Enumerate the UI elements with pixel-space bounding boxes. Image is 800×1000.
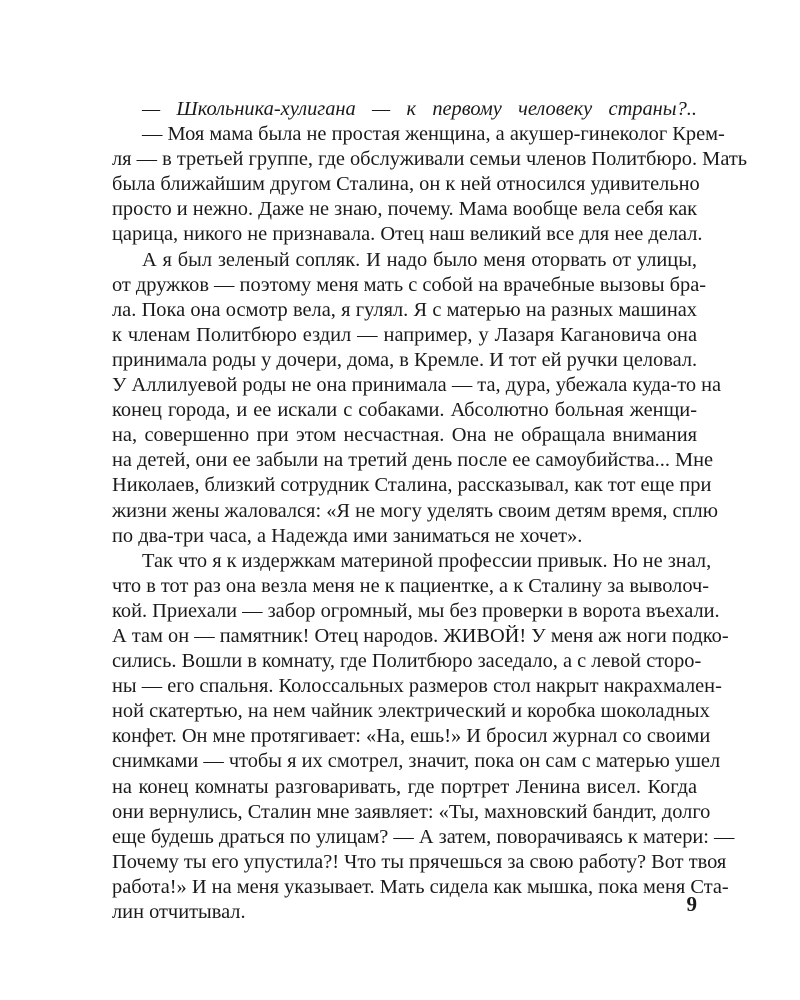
text-line: А я был зеленый сопляк. И надо было меня оторвать от улицы, — [142, 248, 697, 271]
text-line: сились. Вошли в комнату, где Политбюро заседало, а с левой сторо- — [112, 650, 702, 673]
text-line: от дружков — поэтому меня мать с собой на врачебные вызовы бра- — [112, 273, 707, 296]
text-line: конец города, и ее искали с собаками. Абсолютно больная женщи- — [112, 399, 697, 422]
text-line: У Аллилуевой роды не она принимала — та, дура, убежала куда-то на — [112, 374, 722, 397]
body-text — [112, 97, 748, 925]
text-line: принимала роды у дочери, дома, в Кремле. И тот ей ручки целовал. — [112, 348, 698, 371]
text-line: на конец комнаты разговаривать, где портрет Ленина висел. Когда — [112, 775, 697, 798]
text-line: царица, никого не признавала. Отец наш великий все для нее делал. — [112, 223, 703, 246]
text-line: Почему ты его упустила?! Что ты прячешься за свою работу? Вот твоя — [112, 850, 727, 873]
text-line: Так что я к издержкам материной профессии привык. Но не знал, — [142, 549, 712, 572]
text-line: еще будешь драться по улицам? — А затем, поворачиваясь к матери: — — [112, 825, 735, 848]
text-line: — Школьника-хулигана — к первому человеку страны?.. — [142, 98, 697, 120]
text-line: что в тот раз она везла меня не к пациентке, а к Сталину за выволоч- — [112, 574, 710, 597]
text-line: — Моя мама была не простая женщина, а акушер-гинеколог Крем- — [142, 123, 725, 146]
text-line: жизни жены жаловался: «Я не могу уделять своим детям время, сплю — [112, 499, 718, 522]
text-line: конфет. Он мне протягивает: «На, ешь!» И бросил журнал со своими — [112, 725, 711, 748]
text-line: снимками — чтобы я их смотрел, значит, пока он сам с матерью ушел — [112, 750, 721, 773]
text-line: к членам Политбюро ездил — например, у Лазаря Кагановича она — [112, 323, 697, 346]
text-line: на, совершенно при этом несчастная. Она не обращала внимания — [112, 424, 697, 447]
text-line: Николаев, близкий сотрудник Сталина, рассказывал, как тот еще при — [112, 474, 712, 497]
text-line: ла. Пока она осмотр вела, я гулял. Я с матерью на разных машинах — [112, 298, 697, 321]
text-line: на детей, они ее забыли на третий день после ее самоубийства... Мне — [112, 449, 714, 472]
text-line: ны — его спальня. Колоссальных размеров стол накрыт накрахмален- — [112, 675, 722, 698]
text-line: работа!» И на меня указывает. Мать сидела как мышка, пока меня Ста- — [112, 875, 729, 898]
page-number: 9 — [686, 892, 697, 916]
text-line: была ближайшим другом Сталина, он к ней относился удивительно — [112, 173, 700, 196]
text-line: лин отчитывал. — [112, 901, 246, 923]
text-line: просто и нежно. Даже не знаю, почему. Мама вообще вела себя как — [112, 198, 698, 221]
text-line: ля — в третьей группе, где обслуживали семьи членов Политбюро. Мать — [112, 148, 748, 171]
text-line: они вернулись, Сталин мне заявляет: «Ты, махновский бандит, долго — [112, 800, 711, 823]
text-line: по два-три часа, а Надежда ими заниматься не хочет». — [112, 524, 583, 547]
text-line: ной скатертью, на нем чайник электрический и коробка шоколадных — [112, 700, 710, 723]
text-line: кой. Приехали — забор огромный, мы без проверки в ворота въехали. — [112, 599, 720, 622]
text-line: А там он — памятник! Отец народов. ЖИВОЙ! У меня аж ноги подко- — [112, 624, 729, 647]
